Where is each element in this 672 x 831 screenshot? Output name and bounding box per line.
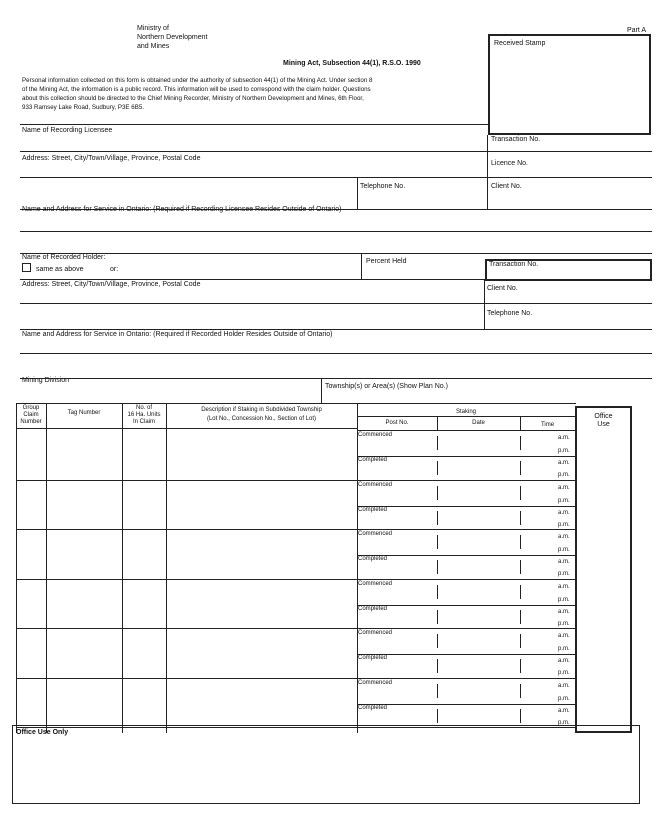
- pm-label: p.m.: [558, 498, 570, 504]
- am-label: a.m.: [558, 683, 570, 689]
- staking-row-divider: [357, 704, 575, 705]
- group-claim-header-3: Number: [20, 419, 42, 425]
- units-header-2: 16 Ha. Units: [127, 412, 161, 418]
- pm-label: p.m.: [558, 720, 570, 726]
- am-label: a.m.: [558, 435, 570, 441]
- received-stamp-box: [488, 34, 651, 135]
- part-label: Part A: [627, 27, 647, 34]
- time-tick: [520, 684, 521, 698]
- commenced-label: Commenced: [358, 680, 393, 686]
- date-tick: [437, 511, 438, 525]
- date-tick: [437, 461, 438, 475]
- am-label: a.m.: [558, 633, 570, 639]
- holder-name-label: Name of Recorded Holder:: [22, 254, 106, 261]
- time-tick: [520, 585, 521, 599]
- time-tick: [520, 511, 521, 525]
- staking-header: Staking: [455, 409, 476, 415]
- holder-telephone-label: Telephone No.: [487, 310, 533, 317]
- pm-label: p.m.: [558, 696, 570, 702]
- am-label: a.m.: [558, 460, 570, 466]
- tag-number-header: Tag Number: [67, 410, 101, 416]
- holder-service-label: Name and Address for Service in Ontario: (Required if Recorded Holder Resides Outside of Ontario): [22, 331, 333, 338]
- staking-row-divider: [357, 456, 575, 457]
- date-tick: [437, 560, 438, 574]
- time-tick: [520, 535, 521, 549]
- licensee-client-label: Client No.: [491, 183, 522, 190]
- holder-client-label: Client No.: [487, 285, 518, 292]
- commenced-label: Commenced: [358, 531, 393, 537]
- office-use-header-2: Use: [597, 421, 610, 428]
- completed-label: Completed: [358, 457, 388, 463]
- received-stamp-label: Received Stamp: [494, 40, 546, 47]
- privacy-line-4: 933 Ramsey Lake Road, Sudbury, P3E 6B5.: [22, 104, 144, 111]
- same-as-above-checkbox[interactable]: [22, 263, 31, 272]
- time-tick: [520, 634, 521, 648]
- staking-row-divider: [357, 555, 575, 556]
- holder-address-label: Address: Street, City/Town/Village, Province, Postal Code: [22, 281, 201, 288]
- pm-label: p.m.: [558, 448, 570, 454]
- pm-label: p.m.: [558, 522, 570, 528]
- pm-label: p.m.: [558, 621, 570, 627]
- time-tick: [520, 436, 521, 450]
- commenced-label: Commenced: [358, 630, 393, 636]
- commenced-label: Commenced: [358, 432, 393, 438]
- table-row-divider: [16, 628, 575, 629]
- staking-row-divider: [357, 654, 575, 655]
- privacy-line-3: about this collection should be directed to the Chief Mining Recorder, Ministry of Northern Development and Mines, 6th Floor,: [22, 95, 364, 102]
- time-tick: [520, 461, 521, 475]
- pm-label: p.m.: [558, 472, 570, 478]
- time-header: Time: [540, 422, 555, 428]
- act-title: Mining Act, Subsection 44(1), R.S.O. 1990: [283, 60, 421, 67]
- privacy-line-2: of the Mining Act, the information is a public record. This information will be used to correspond with the claim holder. Questions: [22, 86, 371, 93]
- completed-label: Completed: [358, 606, 388, 612]
- units-header-1: No. of: [135, 405, 152, 411]
- pm-label: p.m.: [558, 670, 570, 676]
- completed-label: Completed: [358, 655, 388, 661]
- completed-label: Completed: [358, 705, 388, 711]
- table-row-divider: [16, 678, 575, 679]
- ministry-line-2: Northern Development: [137, 34, 208, 41]
- pm-label: p.m.: [558, 646, 570, 652]
- holder-transaction-label: Transaction No.: [489, 261, 539, 268]
- licensee-transaction-label: Transaction No.: [491, 136, 541, 143]
- date-tick: [437, 634, 438, 648]
- date-tick: [437, 709, 438, 723]
- time-tick: [520, 659, 521, 673]
- table-row-divider: [16, 579, 575, 580]
- staking-row-divider: [357, 605, 575, 606]
- pm-label: p.m.: [558, 597, 570, 603]
- am-label: a.m.: [558, 708, 570, 714]
- am-label: a.m.: [558, 658, 570, 664]
- date-tick: [437, 486, 438, 500]
- staking-row-divider: [357, 506, 575, 507]
- ministry-line-3: and Mines: [137, 43, 170, 50]
- pm-label: p.m.: [558, 547, 570, 553]
- ministry-line-1: Ministry of: [137, 25, 169, 32]
- date-header: Date: [472, 420, 485, 426]
- am-label: a.m.: [558, 559, 570, 565]
- date-tick: [437, 585, 438, 599]
- mining-division-label: Mining Division: [22, 377, 70, 384]
- date-tick: [437, 436, 438, 450]
- description-header-1: Description if Staking in Subdivided Township: [201, 407, 322, 413]
- date-tick: [437, 535, 438, 549]
- office-use-header-1: Office: [594, 413, 613, 420]
- licensee-service-label: Name and Address for Service in Ontario: (Required if Recording Licensee Resides Outside of Ontario): [22, 206, 342, 213]
- date-tick: [437, 684, 438, 698]
- table-row-divider: [16, 480, 575, 481]
- units-header-3: In Claim: [132, 419, 155, 425]
- commenced-label: Commenced: [358, 581, 393, 587]
- commenced-label: Commenced: [358, 482, 393, 488]
- group-claim-header-2: Claim: [23, 412, 39, 418]
- date-tick: [437, 659, 438, 673]
- description-header-2: (Lot No., Concession No., Section of Lot): [206, 416, 317, 422]
- privacy-line-1: Personal information collected on this form is obtained under the authority of subsection 44(1) of the Mining Act. Under section 8: [22, 77, 373, 84]
- licensee-telephone-label: Telephone No.: [360, 183, 406, 190]
- post-no-header: Post No.: [385, 420, 409, 426]
- am-label: a.m.: [558, 609, 570, 615]
- completed-label: Completed: [358, 556, 388, 562]
- township-label: Township(s) or Area(s) (Show Plan No.): [325, 383, 448, 390]
- licensee-address-label: Address: Street, City/Town/Village, Province, Postal Code: [22, 155, 201, 162]
- office-use-only-box: [12, 725, 640, 804]
- office-use-only-label: Office Use Only: [16, 729, 69, 736]
- am-label: a.m.: [558, 534, 570, 540]
- group-claim-header-1: Group: [22, 405, 40, 411]
- time-tick: [520, 610, 521, 624]
- time-tick: [520, 486, 521, 500]
- or-label: or:: [110, 266, 119, 273]
- licensee-name-label: Name of Recording Licensee: [22, 127, 113, 134]
- am-label: a.m.: [558, 485, 570, 491]
- date-tick: [437, 610, 438, 624]
- am-label: a.m.: [558, 510, 570, 516]
- table-row-divider: [16, 529, 575, 530]
- percent-held-label: Percent Held: [366, 258, 407, 265]
- time-tick: [520, 709, 521, 723]
- completed-label: Completed: [358, 507, 388, 513]
- time-tick: [520, 560, 521, 574]
- am-label: a.m.: [558, 584, 570, 590]
- pm-label: p.m.: [558, 571, 570, 577]
- licensee-licence-label: Licence No.: [491, 160, 528, 167]
- office-use-column: [575, 406, 632, 733]
- same-as-above-label: same as above: [36, 266, 84, 273]
